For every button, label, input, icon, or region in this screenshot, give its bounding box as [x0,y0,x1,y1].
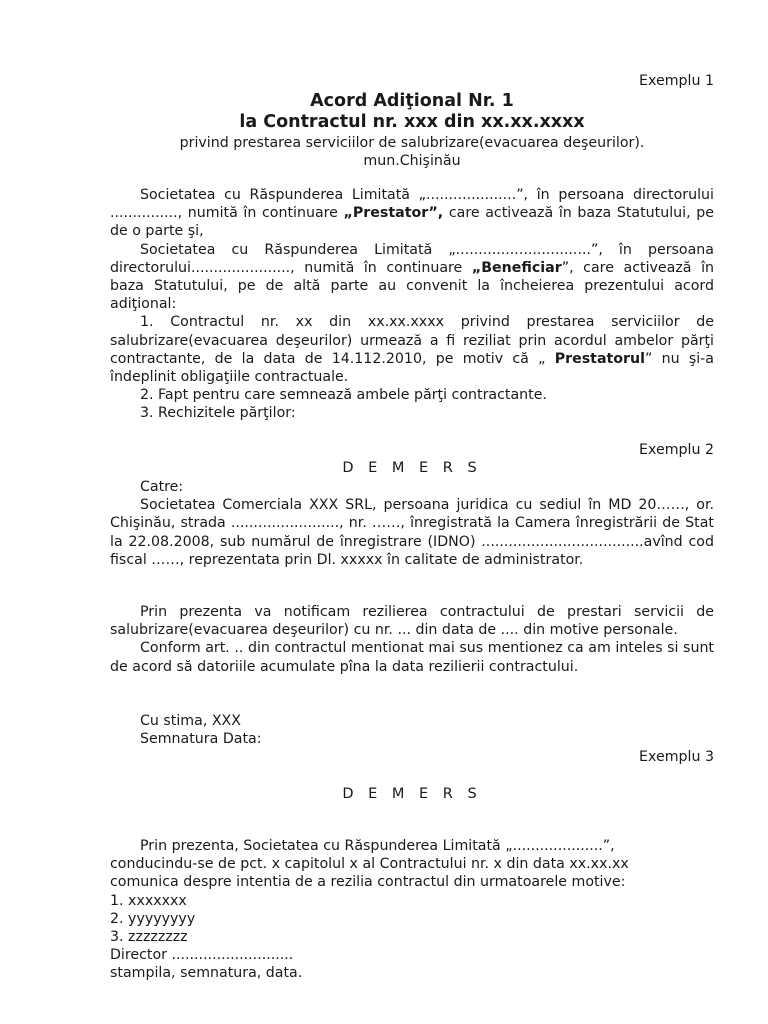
clause-3: 3. Rechizitele părţilor: [140,405,296,422]
prestator-paragraph: Societatea cu Răspunderea Limitată „....................”, în persoana directorului ..............., numită în continuare „Prestator”, care activează în baza Statutului, pe de o parte şi, [110,187,714,240]
notice-paragraph: Prin prezenta va notificam rezilierea contractului de prestari servicii de salubrizare(evacuarea deşeurilor) cu nr. ... din data de .... din motive personale. [110,604,714,639]
addressee-label: Catre: [140,479,184,495]
intro-line: Prin prezenta, Societatea cu Răspunderea Limitată „....................”, [140,838,615,854]
basis-line: conducindu-se de pct. x capitolul x al Contractului nr. x din data xx.xx.xx [110,856,629,873]
agreement-paragraph: Conform art. .. din contractul mentionat mai sus mentionez ca am inteles si sunt de acord să datoriile acumulate pîna la data rezilierii contractului. [110,640,714,675]
regards-line: Cu stima, XXX [140,713,241,729]
clause-1: 1. Contractul nr. xx din xx.xx.xxxx privind prestarea serviciilor de salubrizare(evacuarea deşeurilor) urmează a fi reziliat prin acordul ambelor părţi contractante, de la data de 14.112.2010, pe motiv că „ Prestatorul” nu şi-a îndeplinit obligaţiile contractuale. [110,314,714,386]
agreement-city: mun.Chişinău [363,153,461,169]
beneficiar-paragraph: Societatea cu Răspunderea Limitată „..............................”, în persoana directorului......................, numită în continuare „Beneficiar”, care activează în baza Statutului, pe de altă parte au convenit la încheierea prezentului acord adiţional: [110,241,715,313]
agreement-subtitle: privind prestarea serviciilor de salubrizare(evacuarea deşeurilor). [179,135,645,151]
demers-body-2 [110,837,714,983]
reason-item-3: 3. zzzzzzzz [110,929,188,946]
demers-body-1 [110,478,714,569]
example-3-label: Exemplu 3 [639,749,714,765]
agreement-contract-title: la Contractul nr. xxx din xx.xx.xxxx [239,112,585,132]
demers-title-2: D E M E R S [342,786,482,802]
demers-title-1: D E M E R S [342,460,482,476]
director-line: Director ........................... [110,947,294,964]
example-2-label: Exemplu 2 [639,442,714,458]
signature-date-line: Semnatura Data: [140,731,262,748]
intent-line: comunica despre intentia de a rezilia contractul din urmatoarele motive: [110,874,626,891]
agreement-title: Acord Adiţional Nr. 1 [310,91,514,111]
example-1-label: Exemplu 1 [639,73,714,89]
signature-block-1 [110,712,714,748]
reason-item-1: 1. xxxxxxx [110,892,187,909]
reason-item-2: 2. yyyyyyyy [110,910,196,927]
stamp-line: stampila, semnatura, data. [110,965,303,982]
demers-notice [110,603,714,676]
addressee-paragraph: Societatea Comerciala XXX SRL, persoana juridica cu sediul în MD 20……, or. Chişinău, strada ........................, nr. ……, înregistrată la Camera înregistrării de Stat la 22.08.2008, sub numărul de înregistrare (IDNO) ....................................avînd cod fiscal ……, reprezentata prin Dl. xxxxx în calitate de administrator. [110,497,714,568]
clause-2: 2. Fapt pentru care semnează ambele părţi contractante. [140,387,547,404]
agreement-body [110,186,714,423]
